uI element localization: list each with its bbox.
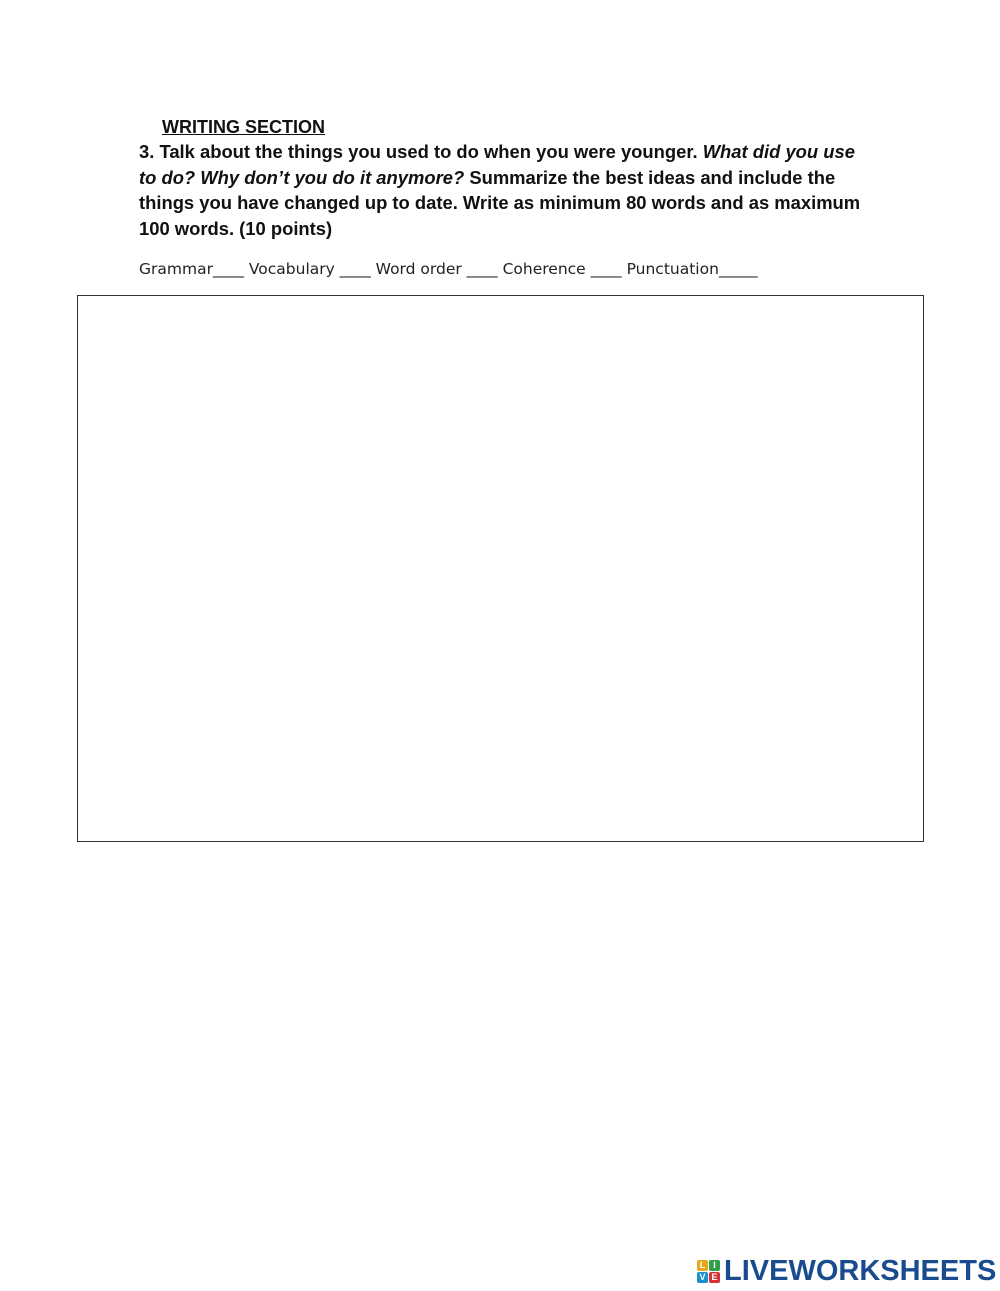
logo-letter-i: I	[709, 1260, 720, 1271]
logo-letter-v: V	[697, 1272, 708, 1283]
question-part-2: Summarize the best ideas and include the things you have changed up to date. Write as minimum 80 words and as maximum 100 words. (10 points)	[139, 166, 861, 239]
question-part-1: 3. Talk about the things you used to do when you were younger.	[139, 141, 703, 162]
answer-textarea[interactable]	[78, 296, 923, 841]
liveworksheets-brand[interactable]	[697, 1254, 996, 1288]
brand-name: LIVEWORKSHEETS	[724, 1255, 997, 1287]
question-text	[139, 139, 869, 241]
answer-box[interactable]	[77, 295, 924, 842]
logo-letter-l: L	[697, 1260, 708, 1271]
logo-letter-e: E	[709, 1272, 720, 1283]
question-italic: What did you use to do? Why don’t you do it anymore?	[139, 141, 855, 188]
section-title: WRITING SECTION	[162, 117, 325, 137]
liveworksheets-logo-icon	[697, 1260, 720, 1283]
grading-criteria: Grammar____ Vocabulary ____ Word order ____ Coherence ____ Punctuation_____	[139, 260, 758, 278]
